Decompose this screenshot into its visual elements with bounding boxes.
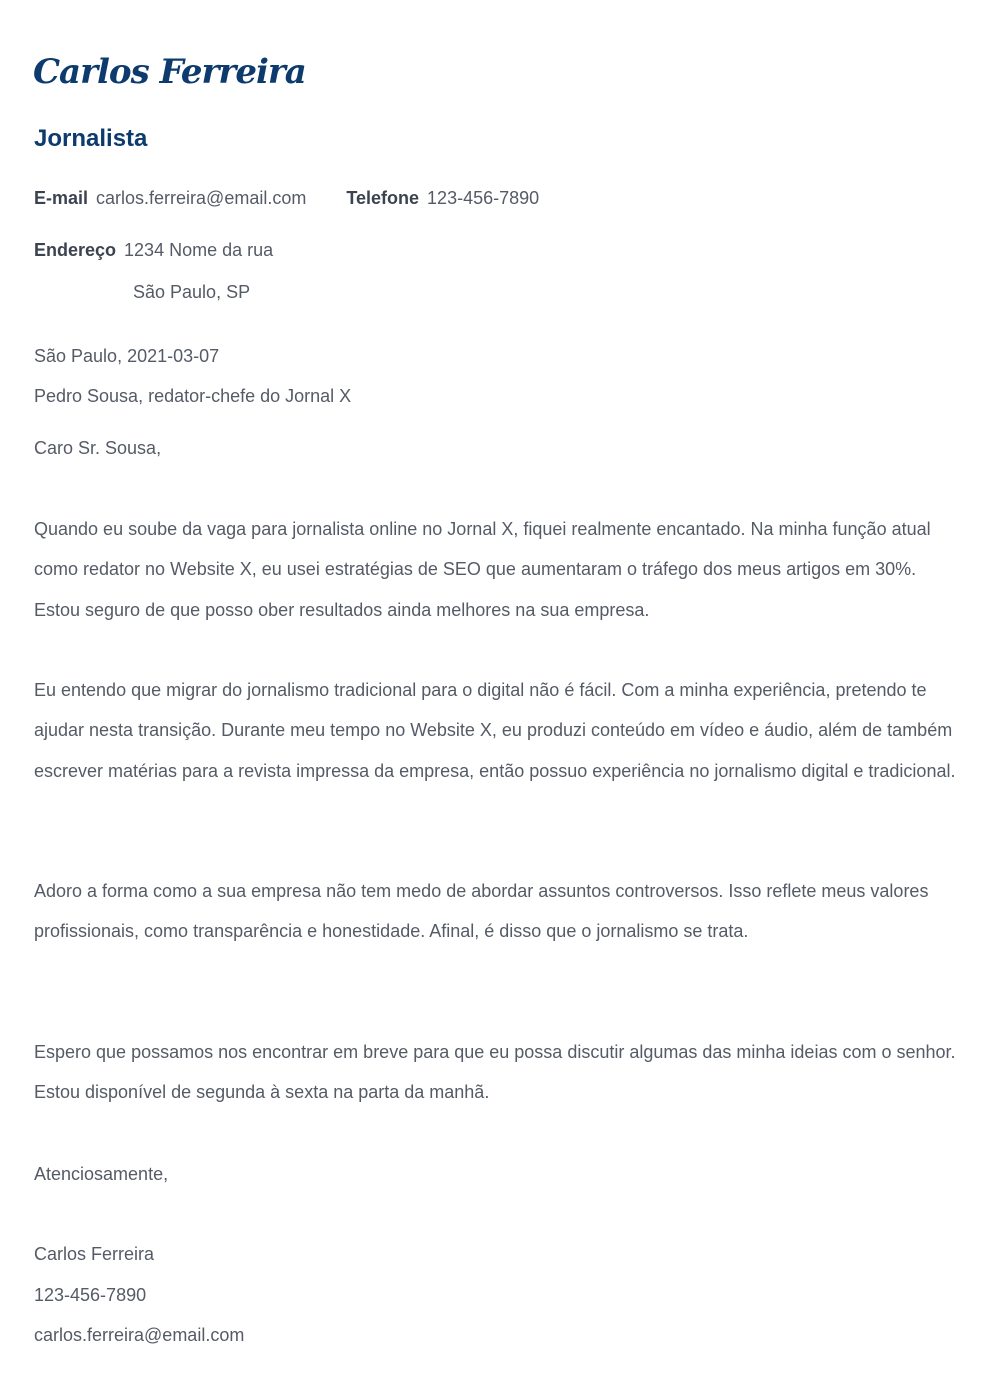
paragraph-4: Espero que possamos nos encontrar em breve para que eu possa discutir algumas das minha ideias com o senhor. Estou disponível de segunda à sexta na parta da manhã. <box>34 1042 956 1103</box>
email-value: carlos.ferreira@email.com <box>96 188 307 208</box>
signature-phone: 123-456-7890 <box>34 1285 147 1305</box>
email-label: E-mail <box>34 188 89 208</box>
closing: Atenciosamente, <box>34 1164 169 1184</box>
signature-email: carlos.ferreira@email.com <box>34 1325 245 1345</box>
contact-row-address-2 <box>133 281 250 303</box>
paragraph-1: Quando eu soube da vaga para jornalista online no Jornal X, fiquei realmente encantado. Na minha função atual como redator no Website X, eu usei estratégias de SEO que aumentaram o tráfego dos meus artigos em 30%. Estou seguro de que posso ober resultados ainda melhores na sua empresa. <box>34 519 931 620</box>
paragraph-3: Adoro a forma como a sua empresa não tem medo de abordar assuntos controversos. Isso reflete meus valores profissionais, como transparência e honestidade. Afinal, é disso que o jornalismo se trata. <box>34 881 929 942</box>
address-line-1: 1234 Nome da rua <box>124 240 274 260</box>
contact-row-email-phone <box>34 187 539 209</box>
place-date: São Paulo, 2021-03-07 <box>34 346 220 366</box>
contact-row-address <box>34 239 273 261</box>
address-label: Endereço <box>34 240 117 260</box>
applicant-name: Carlos Ferreira <box>33 52 306 92</box>
signature-name: Carlos Ferreira <box>34 1244 155 1264</box>
phone-label: Telefone <box>346 188 420 208</box>
phone-value: 123-456-7890 <box>427 188 540 208</box>
salutation: Caro Sr. Sousa, <box>34 438 162 458</box>
address-line-2: São Paulo, SP <box>133 282 251 302</box>
paragraph-2: Eu entendo que migrar do jornalismo tradicional para o digital não é fácil. Com a minha experiência, pretendo te ajudar nesta transição. Durante meu tempo no Website X, eu produzi conteúdo em vídeo e áudio, além de também escrever matérias para a revista impressa da empresa, então possuo experiência no jornalismo digital e tradicional. <box>34 680 956 781</box>
job-title: Jornalista <box>34 125 148 152</box>
recipient: Pedro Sousa, redator-chefe do Jornal X <box>34 386 352 406</box>
